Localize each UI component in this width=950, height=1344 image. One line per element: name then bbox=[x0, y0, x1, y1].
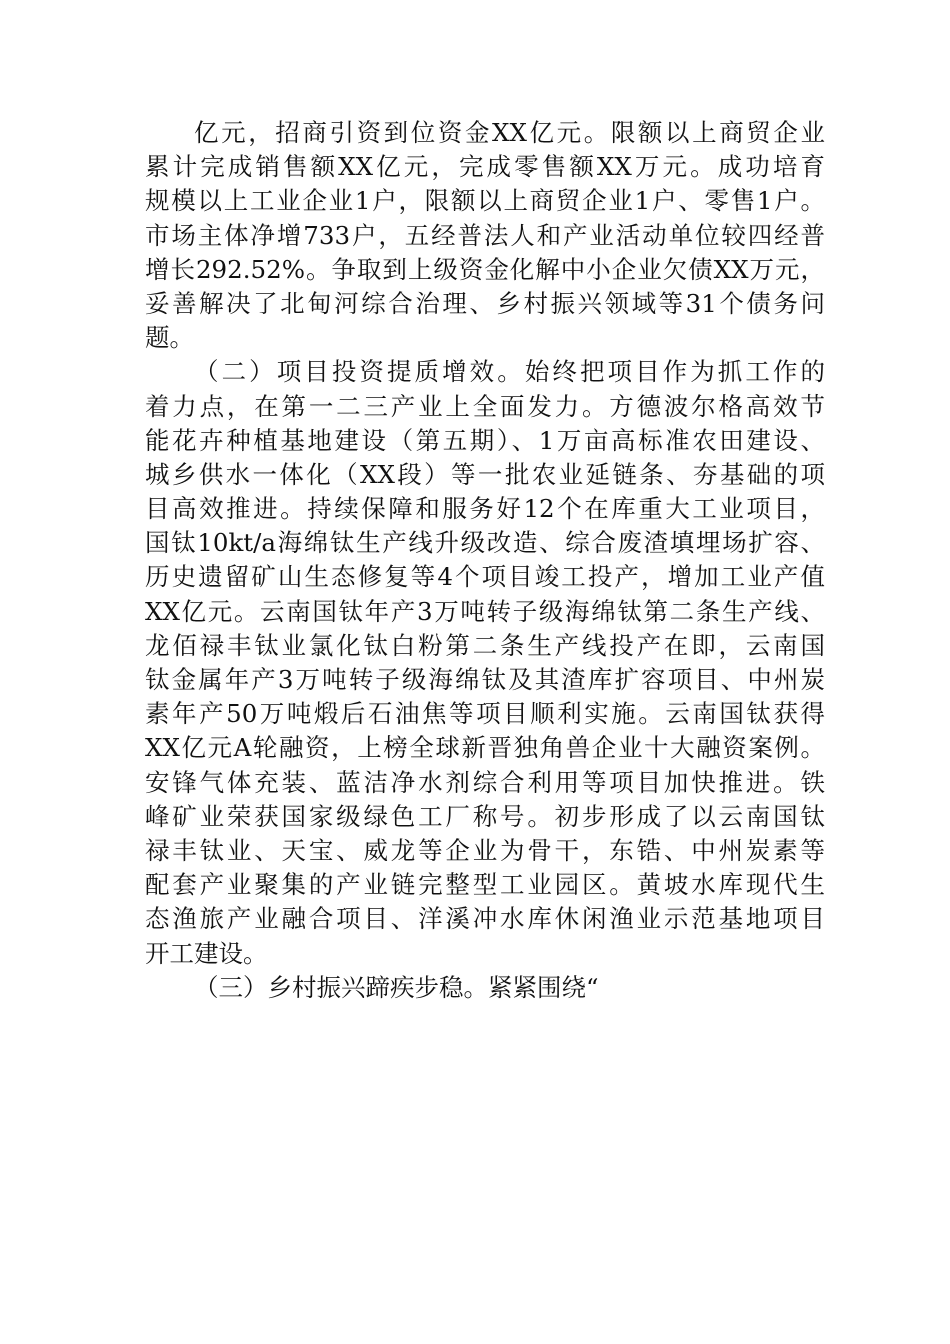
text-line: 峰矿业荣获国家级绿色工厂称号。初步形成了以云南国钛 bbox=[145, 801, 825, 831]
text-line: 城乡供水一体化（XX段）等一批农业延链条、夯基础的项 bbox=[145, 459, 825, 489]
text-line: 国钛10kt/a海绵钛生产线升级改造、综合废渣填埋场扩容、 bbox=[145, 528, 825, 558]
text-line: 规模以上工业企业1户，限额以上商贸企业1户、零售1户。 bbox=[145, 186, 825, 216]
text-line: 历史遗留矿山生态修复等4个项目竣工投产，增加工业产值 bbox=[145, 562, 825, 592]
text-line: 累计完成销售额XX亿元，完成零售额XX万元。成功培育 bbox=[145, 152, 825, 182]
text-line: 增长292.52%。争取到上级资金化解中小企业欠债XX万元， bbox=[145, 254, 825, 284]
section-heading-line: （二）项目投资提质增效。始终把项目作为抓工作的 bbox=[194, 357, 825, 387]
text-line: 素年产50万吨煅后石油焦等项目顺利实施。云南国钛获得 bbox=[145, 699, 825, 729]
text-line: 能花卉种植基地建设（第五期）、1万亩高标准农田建设、 bbox=[145, 425, 825, 455]
text-line: 态渔旅产业融合项目、洋溪冲水库休闲渔业示范基地项目 bbox=[145, 904, 825, 934]
text-line: 题。 bbox=[145, 323, 194, 353]
text-line: 市场主体净增733户，五经普法人和产业活动单位较四经普 bbox=[145, 220, 825, 250]
text-line: 目高效推进。持续保障和服务好12个在库重大工业项目， bbox=[145, 494, 825, 524]
section-heading-line: （三）乡村振兴蹄疾步稳。紧紧围绕“ bbox=[194, 972, 599, 1002]
body-text bbox=[145, 116, 825, 1005]
text-line: 开工建设。 bbox=[145, 938, 268, 968]
text-line: 配套产业聚集的产业链完整型工业园区。黄坡水库现代生 bbox=[145, 870, 825, 900]
text-line: 妥善解决了北甸河综合治理、乡村振兴领域等31个债务问 bbox=[145, 288, 825, 318]
text-line: 安锋气体充装、蓝洁净水剂综合利用等项目加快推进。铁 bbox=[145, 767, 825, 797]
text-line: 禄丰钛业、天宝、威龙等企业为骨干，东锆、中州炭素等 bbox=[145, 835, 825, 865]
text-line: 着力点，在第一二三产业上全面发力。方德波尔格高效节 bbox=[145, 391, 825, 421]
text-line: 龙佰禄丰钛业氯化钛白粉第二条生产线投产在即，云南国 bbox=[145, 630, 825, 660]
text-line: XX亿元A轮融资，上榜全球新晋独角兽企业十大融资案例。 bbox=[145, 733, 825, 763]
text-line: XX亿元。云南国钛年产3万吨转子级海绵钛第二条生产线、 bbox=[145, 596, 825, 626]
text-line: 亿元，招商引资到位资金XX亿元。限额以上商贸企业 bbox=[194, 118, 825, 147]
text-line: 钛金属年产3万吨转子级海绵钛及其渣库扩容项目、中州炭 bbox=[145, 665, 825, 694]
